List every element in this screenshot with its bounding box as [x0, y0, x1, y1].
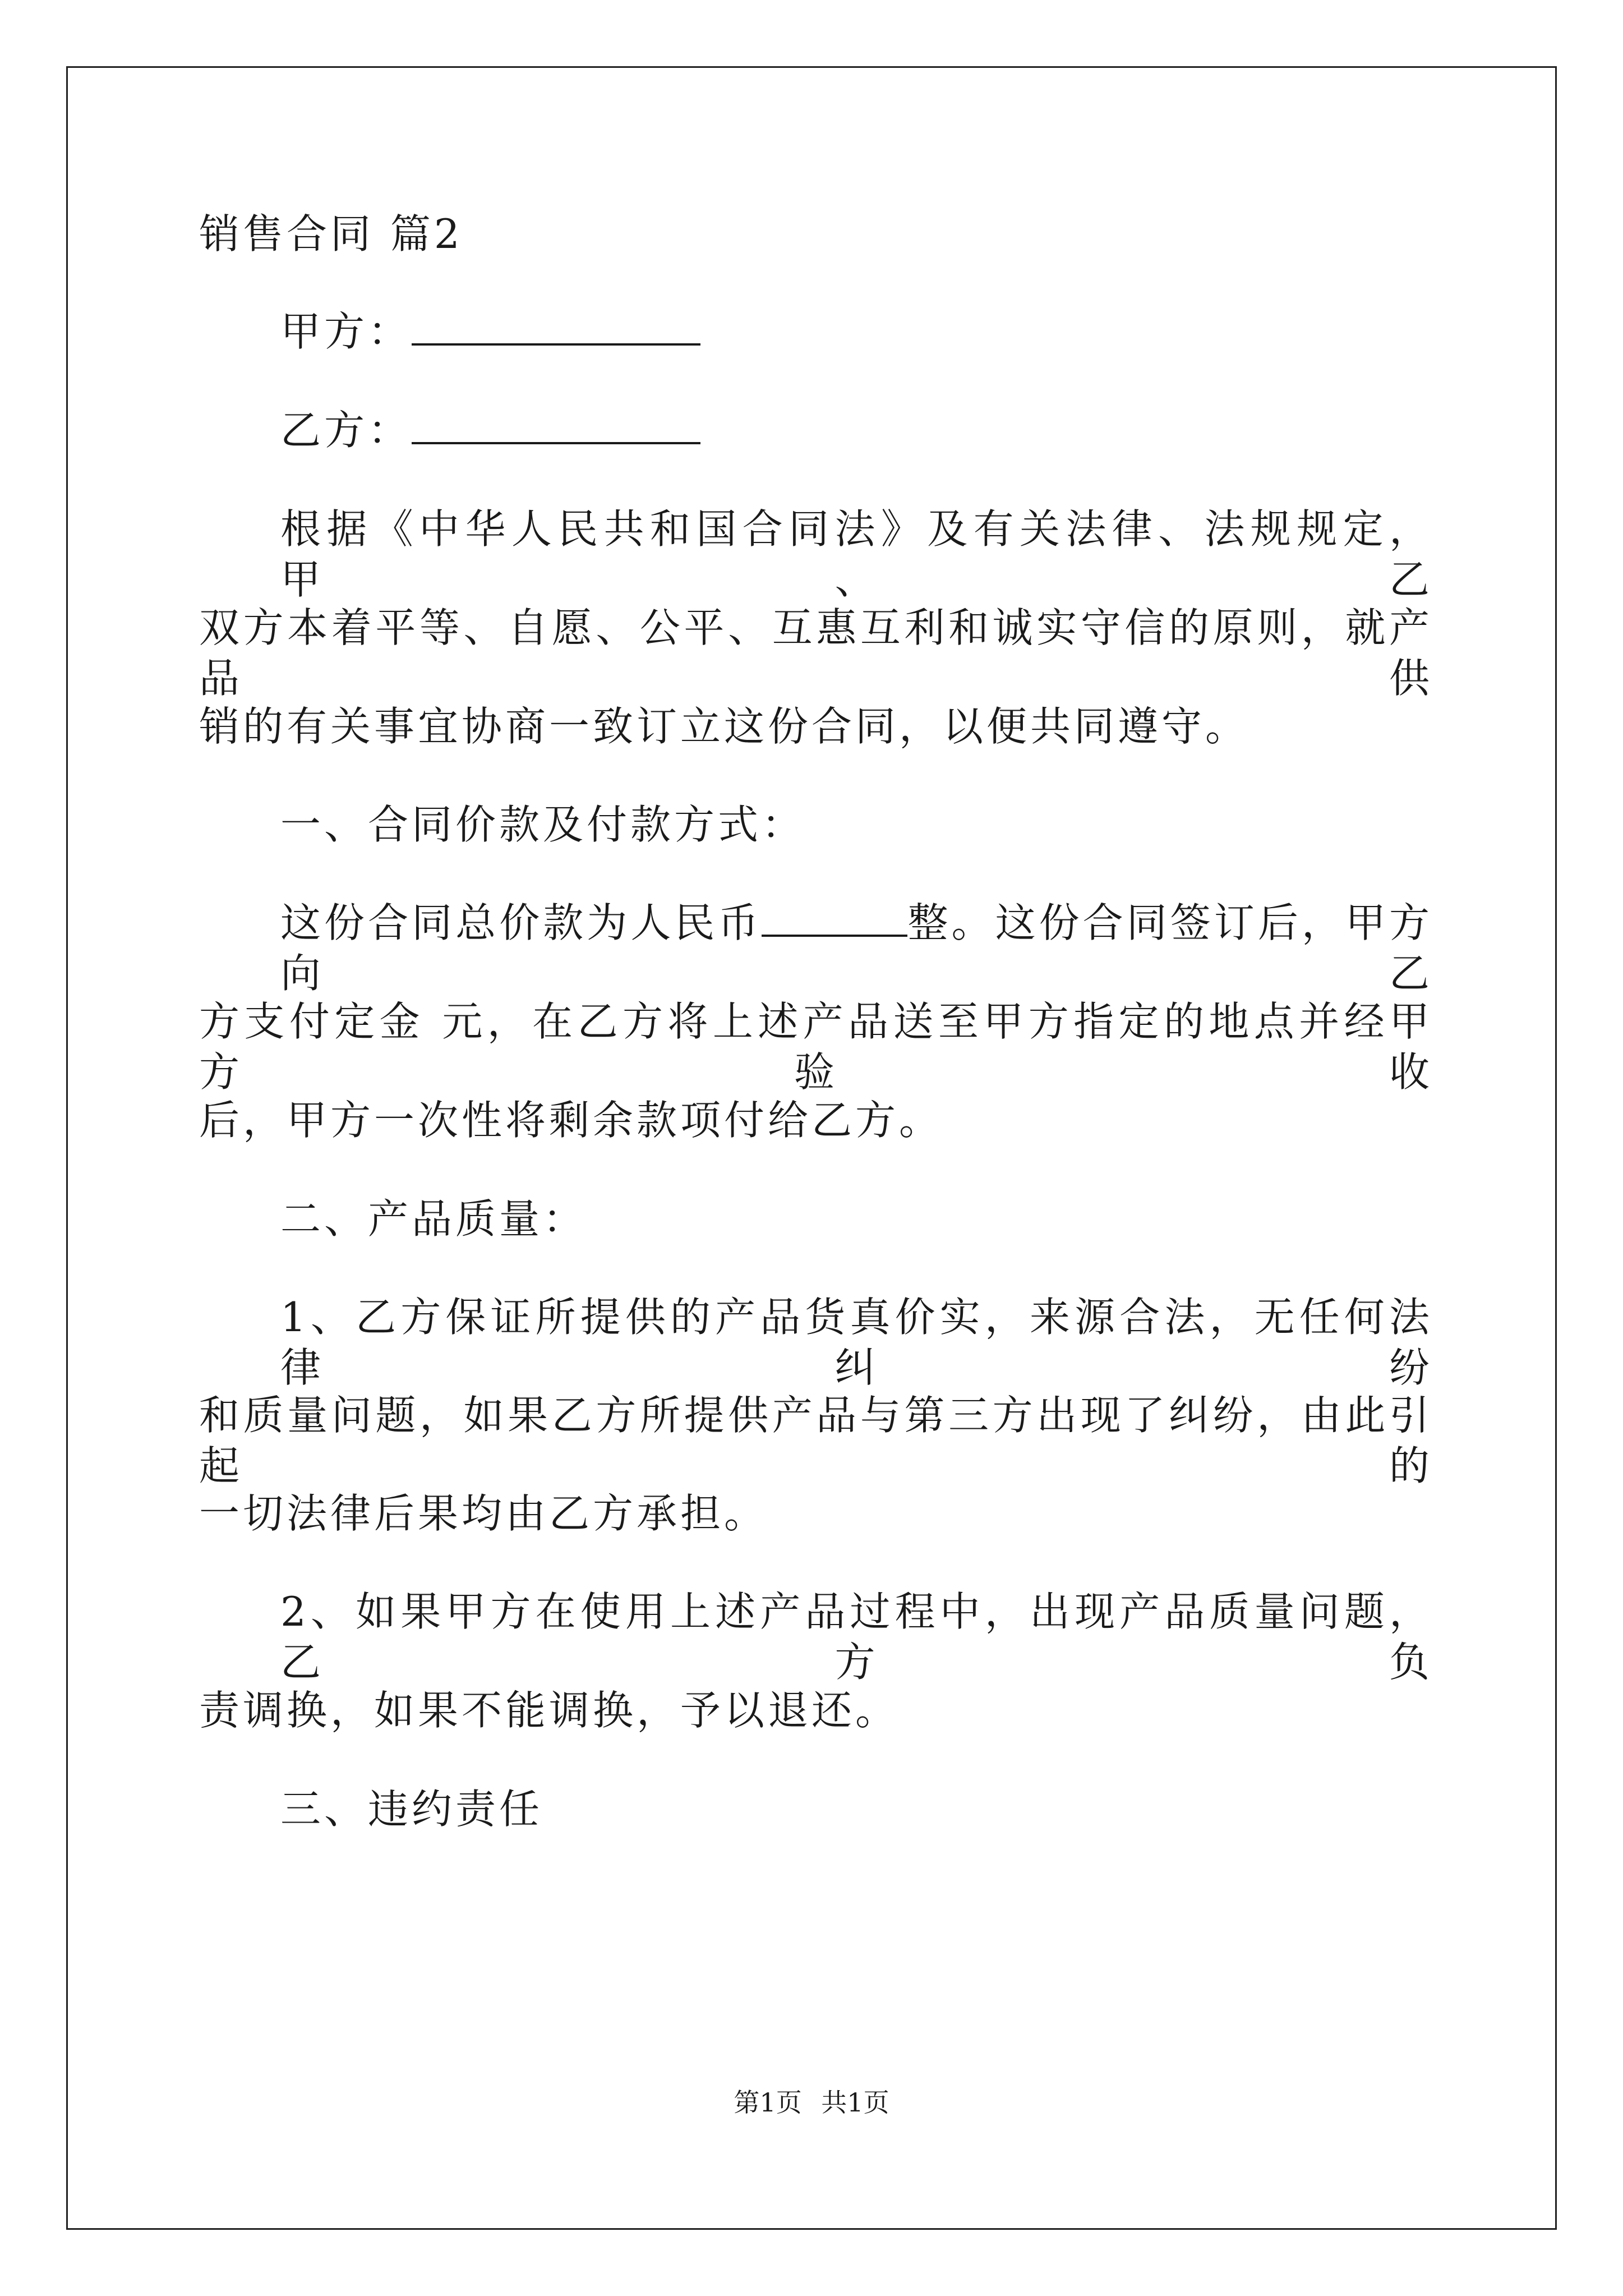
party-a-blank[interactable] — [412, 309, 700, 346]
party-a-line — [280, 306, 1514, 357]
intro-line-1: 根据《中华人民共和国合同法》及有关法律、法规规定，甲、乙 — [280, 505, 1433, 603]
price-blank[interactable] — [762, 900, 907, 937]
section2-item2-line-1: 2、如果甲方在使用上述产品过程中，出现产品质量问题，乙方负 — [280, 1588, 1433, 1686]
party-b-blank[interactable] — [412, 407, 700, 444]
section1-line-3: 后，甲方一次性将剩余款项付给乙方。 — [199, 1097, 943, 1144]
section3-title: 三、违约责任 — [280, 1786, 543, 1833]
party-a-label: 甲方： — [280, 308, 412, 355]
page-footer: 第1页 共1页 — [734, 2087, 889, 2118]
section2-item1-line-1: 1、乙方保证所提供的产品货真价实，来源合法，无任何法律纠纷 — [280, 1294, 1433, 1391]
section2-item1-line-2: 和质量问题，如果乙方所提供产品与第三方出现了纠纷，由此引起的 — [199, 1392, 1433, 1489]
party-b-line — [280, 405, 1514, 455]
section1-line-2: 方支付定金 元，在乙方将上述产品送至甲方指定的地点并经甲方验收 — [199, 998, 1433, 1096]
section2-item2-line-2: 责调换，如果不能调换，予以退还。 — [199, 1687, 900, 1734]
intro-line-3: 销的有关事宜协商一致订立这份合同，以便共同遵守。 — [199, 703, 1249, 750]
section1-line-1 — [280, 898, 1433, 997]
section1-line1-after: 整。这份合同签订后，甲方向乙 — [280, 899, 1433, 997]
party-b-label: 乙方： — [280, 407, 412, 454]
page-border — [66, 66, 1557, 2230]
document-heading: 销售合同 篇2 — [199, 210, 463, 257]
section2-item1-line-3: 一切法律后果均由乙方承担。 — [199, 1490, 768, 1537]
intro-line-2: 双方本着平等、自愿、公平、互惠互利和诚实守信的原则，就产品供 — [199, 604, 1433, 702]
section1-title: 一、合同价款及付款方式： — [280, 801, 806, 848]
section2-title: 二、产品质量： — [280, 1195, 587, 1243]
section1-line1-before: 这份合同总价款为人民币 — [280, 899, 762, 946]
